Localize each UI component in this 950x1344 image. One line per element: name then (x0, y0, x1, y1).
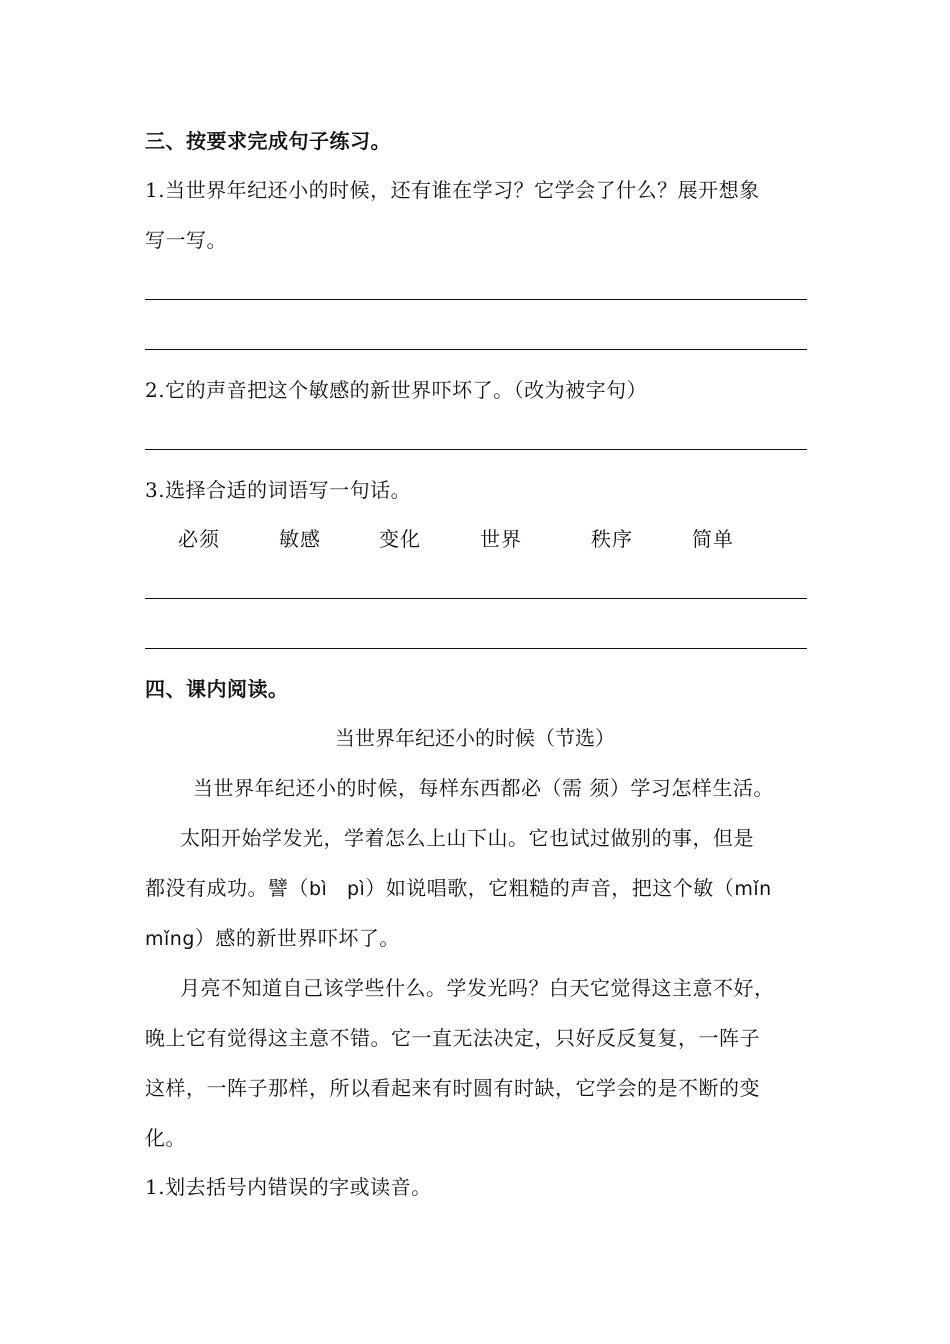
question-1-text-line-1: 1.当世界年纪还小的时候，还有谁在学习？它学会了什么？展开想象 (145, 178, 760, 202)
text-segment: 都没有成功。譬（ (145, 876, 309, 900)
answer-line-1[interactable] (145, 299, 807, 300)
answer-line-2[interactable] (145, 349, 807, 350)
pinyin-option: mǐn (734, 878, 772, 900)
pinyin-option: bì pì (309, 878, 366, 900)
word-option: 秩序 (591, 527, 633, 551)
answer-line-4[interactable] (145, 598, 807, 599)
question-2-text: 2.它的声音把这个敏感的新世界吓坏了。（改为被字句） (145, 378, 648, 402)
answer-line-3[interactable] (145, 449, 807, 450)
question-1-text-line-2: 写一写。 (145, 228, 227, 252)
pinyin-option: mǐng (145, 928, 195, 950)
question-3-text: 3.选择合适的词语写一句话。 (145, 478, 412, 502)
text-segment: ）感的新世界吓坏了。 (194, 926, 400, 950)
answer-line-5[interactable] (145, 648, 807, 649)
section-4-heading: 四、课内阅读。 (145, 677, 289, 701)
word-option: 必须 (178, 527, 220, 551)
passage-paragraph-2-line-1: 太阳开始学发光，学着怎么上山下山。它也试过做别的事，但是 (180, 826, 754, 850)
word-option: 敏感 (279, 527, 321, 551)
passage-paragraph-3-line-1: 月亮不知道自己该学些什么。学发光吗？白天它觉得这主意不好， (180, 976, 775, 1000)
passage-paragraph-3-line-2: 晚上它有觉得这主意不错。它一直无法决定，只好反反复复，一阵子 (145, 1026, 760, 1050)
word-option: 变化 (379, 527, 421, 551)
passage-title: 当世界年纪还小的时候（节选） (335, 726, 615, 750)
reading-question-1: 1.划去括号内错误的字或读音。 (145, 1175, 432, 1199)
text-segment: ）如说唱歌，它粗糙的声音，把这个敏（ (365, 876, 735, 900)
passage-paragraph-1: 当世界年纪还小的时候，每样东西都必（需 须）学习怎样生活。 (193, 776, 774, 800)
passage-paragraph-2-line-2 (145, 874, 772, 903)
word-option: 世界 (480, 527, 522, 551)
passage-paragraph-2-line-3 (145, 924, 400, 953)
passage-paragraph-3-line-3: 这样，一阵子那样，所以看起来有时圆有时缺，它学会的是不断的变 (145, 1076, 760, 1100)
section-3-heading: 三、按要求完成句子练习。 (145, 129, 391, 153)
passage-paragraph-3-line-4: 化。 (145, 1126, 186, 1150)
word-option: 简单 (692, 527, 734, 551)
